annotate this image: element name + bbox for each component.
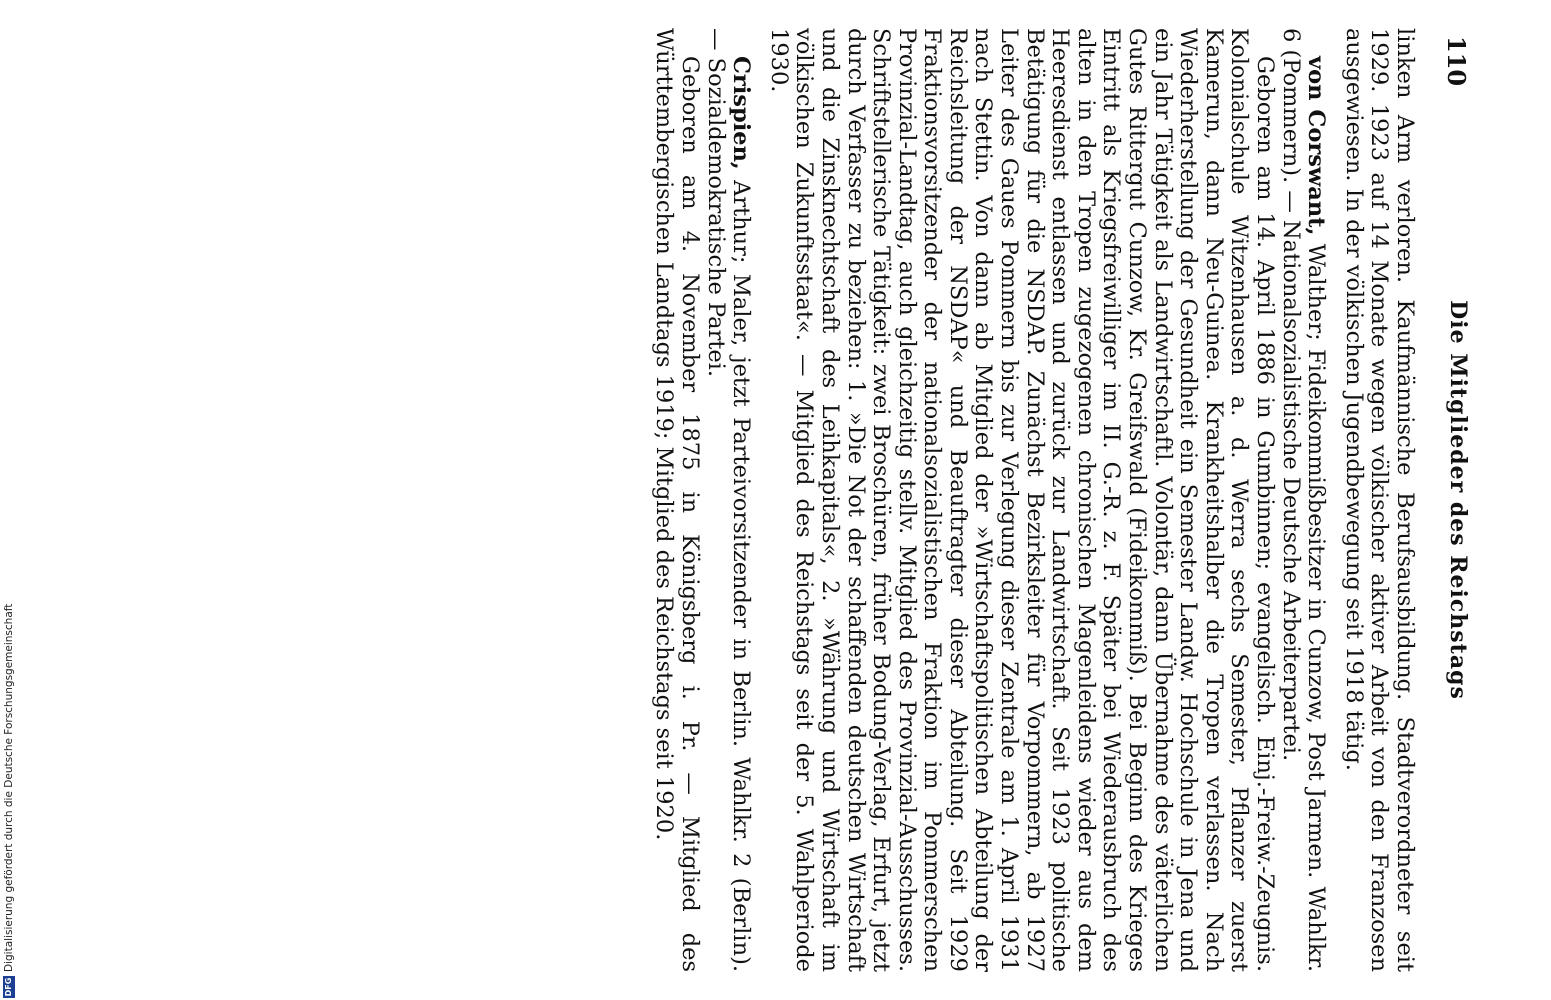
page-number: 110: [1442, 36, 1471, 87]
digitization-credit: [2, 0, 16, 998]
running-head: Die Mitglieder des Reichstags: [1445, 300, 1471, 700]
credit-text: Digitalisierung gefördert durch die Deutsche Forschungsgemeinschaft: [3, 603, 15, 972]
member-details: Walther; Fideikommißbesitzer in Cunzow, Post Jarmen. Wahlkr. 6 (Pommern). — Nationalsozialistische Deutsche Arbeiterpartei.: [1277, 28, 1330, 972]
body-text: [651, 28, 1417, 972]
page-header: [1431, 28, 1471, 972]
entry-heading: [1277, 28, 1328, 972]
member-name: Crispien,: [728, 56, 755, 170]
member-name: von Corswant,: [1303, 56, 1330, 236]
member-entry: [765, 28, 1328, 972]
continuation-paragraph: linken Arm verloren. Kaufmännische Berufsausbildung. Stadtverordneter seit 1929. 1923 auf 14 Monate wegen völkischer aktiver Arbeit von den Franzosen ausgewiesen. In der völkischen Jugendbewegung seit 1918 tätig.: [1340, 28, 1418, 972]
dfg-logo: DFG: [4, 977, 13, 997]
member-details: Arthur; Maler, jetzt Parteivorsitzender in Berlin. Wahlkr. 2 (Berlin). — Sozialdemokratische Partei.: [702, 28, 755, 972]
page-content: [40, 28, 1471, 972]
entry-biography: Geboren am 4. November 1875 in Königsberg i. Pr. — Mitglied des Württembergischen Landtags 1919; Mitglied des Reichstags seit 1920.: [651, 28, 703, 972]
entry-heading: [702, 28, 753, 972]
member-entry: [651, 28, 753, 972]
entry-biography: Geboren am 14. April 1886 in Gumbinnen; evangelisch. Einj.-Freiw.-Zeugnis. Kolonialschule Witzenhausen a. d. Werra sechs Semester, Pflanzer zuerst Kamerun, dann Neu-Guinea. Krankheitshalber die Tropen verlassen. Nach Wiederherstellung der Gesundheit ein Semester Landw. Hochschule in Jena und ein Jahr Tätigkeit als Landwirtschaftl. Volontär, dann Übernahme des väterlichen Gutes Rittergut Cunzow, Kr. Greifswald (Fideikommiß). Bei Beginn des Krieges Eintritt als Kriegsfreiwilliger im II. G.-R. z. F. Später bei Wiederausbruch des alten in den Tropen zugezogenen chronischen Magenleidens wieder aus dem Heeresdienst entlassen und zurück zur Landwirtschaft. Seit 1923 politische Betätigung für die NSDAP. Zunächst Bezirksleiter für Vorpommern, ab 1927 Leiter des Gaues Pommern bis zur Verlegung dieser Zentrale am 1. April 1931 nach Stettin. Von dann ab Mitglied der »Wirtschaftspolitischen Abteilung der Reichsleitung der NSDAP« und Beauftragter dieser Abteilung. Seit 1929 Fraktionsvorsitzender der nationalsozialistischen Fraktion im Pommerschen Provinzial-Landtag, auch gleichzeitig stellv. Mitglied des Provinzial-Ausschusses. Schriftstellerische Tätigkeit: zwei Broschüren, früher Bodung-Verlag, Erfurt, jetzt durch Verfasser zu beziehen: 1. »Die Not der schaffenden deutschen Wirtschaft und die Zinsknechtschaft des Leihkapitals«, 2. »Währung und Wirtschaft im völkischen Zukunftsstaat«. — Mitglied des Reichstags seit der 5. Wahlperiode 1930.: [765, 28, 1279, 972]
